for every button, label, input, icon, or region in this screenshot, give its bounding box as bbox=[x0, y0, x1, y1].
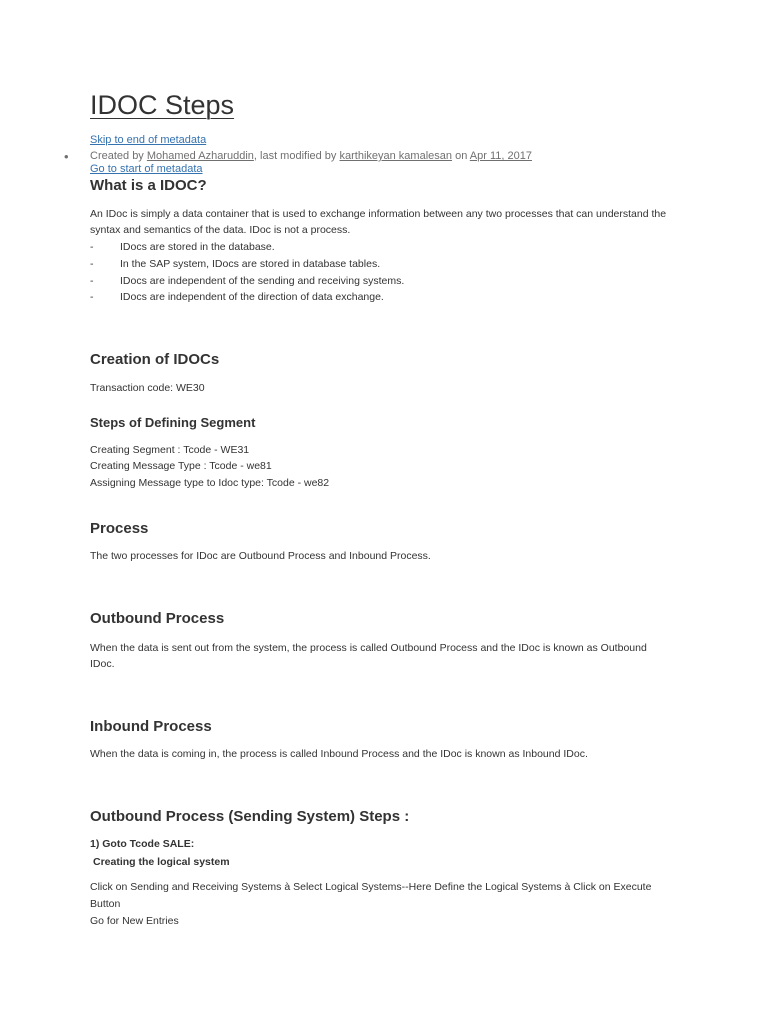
heading-inbound-process: Inbound Process bbox=[90, 718, 212, 735]
outbound-text-line-1: When the data is sent out from the system, the process is called Outbound Process and the IDoc is known as Outbound bbox=[90, 642, 647, 654]
step-1-instruction-line-1: Click on Sending and Receiving Systems à Select Logical Systems--Here Define the Logical Systems à Click on Execute bbox=[90, 881, 652, 893]
list-item-text: IDocs are stored in the database. bbox=[120, 241, 275, 253]
step-1-instruction-line-3: Go for New Entries bbox=[90, 915, 179, 927]
list-item-text: IDocs are independent of the sending and receiving systems. bbox=[120, 275, 405, 287]
dash-marker: - bbox=[90, 275, 94, 287]
what-is-paragraph-line-1: An IDoc is simply a data container that is used to exchange information between any two processes that can understand the bbox=[90, 208, 667, 220]
step-1-label: 1) Goto Tcode SALE: bbox=[90, 838, 195, 850]
what-is-paragraph-line-2: syntax and semantics of the data. IDoc is not a process. bbox=[90, 224, 351, 236]
process-text: The two processes for IDoc are Outbound Process and Inbound Process. bbox=[90, 550, 431, 562]
heading-outbound-steps: Outbound Process (Sending System) Steps : bbox=[90, 808, 410, 825]
bullet-icon: • bbox=[64, 149, 69, 164]
step-1-instruction-line-2: Button bbox=[90, 898, 121, 910]
outbound-text-line-2: IDoc. bbox=[90, 658, 115, 670]
page-metadata bbox=[64, 149, 532, 164]
transaction-code-text: Transaction code: WE30 bbox=[90, 382, 205, 394]
list-item-text: In the SAP system, IDocs are stored in database tables. bbox=[120, 258, 381, 270]
dash-marker: - bbox=[90, 291, 94, 303]
page-title: IDOC Steps bbox=[90, 90, 235, 120]
modified-date-link[interactable]: Apr 11, 2017 bbox=[469, 150, 532, 162]
created-by-label: Created by bbox=[90, 150, 144, 162]
on-label: on bbox=[455, 150, 468, 162]
go-to-start-of-metadata-link[interactable]: Go to start of metadata bbox=[90, 163, 203, 175]
creator-link[interactable]: Mohamed Azharuddin bbox=[146, 150, 254, 162]
segment-step-line: Assigning Message type to Idoc type: Tcode - we82 bbox=[90, 477, 330, 489]
step-1-subtitle: Creating the logical system bbox=[93, 856, 230, 868]
heading-outbound-process: Outbound Process bbox=[90, 610, 225, 627]
skip-to-end-of-metadata-link[interactable]: Skip to end of metadata bbox=[90, 134, 207, 146]
heading-what-is-idoc: What is a IDOC? bbox=[90, 177, 207, 194]
list-item-text: IDocs are independent of the direction of data exchange. bbox=[120, 291, 384, 303]
heading-steps-of-defining-segment: Steps of Defining Segment bbox=[90, 415, 256, 430]
heading-process: Process bbox=[90, 520, 149, 537]
segment-step-line: Creating Segment : Tcode - WE31 bbox=[90, 444, 250, 456]
modifier-link[interactable]: karthikeyan kamalesan bbox=[339, 150, 453, 162]
segment-step-line: Creating Message Type : Tcode - we81 bbox=[90, 460, 272, 472]
heading-creation-of-idocs: Creation of IDOCs bbox=[90, 351, 220, 368]
dash-marker: - bbox=[90, 241, 94, 253]
dash-marker: - bbox=[90, 258, 94, 270]
modified-by-label: , last modified by bbox=[253, 150, 337, 162]
inbound-text: When the data is coming in, the process is called Inbound Process and the IDoc is known as Inbound IDoc. bbox=[90, 748, 588, 760]
